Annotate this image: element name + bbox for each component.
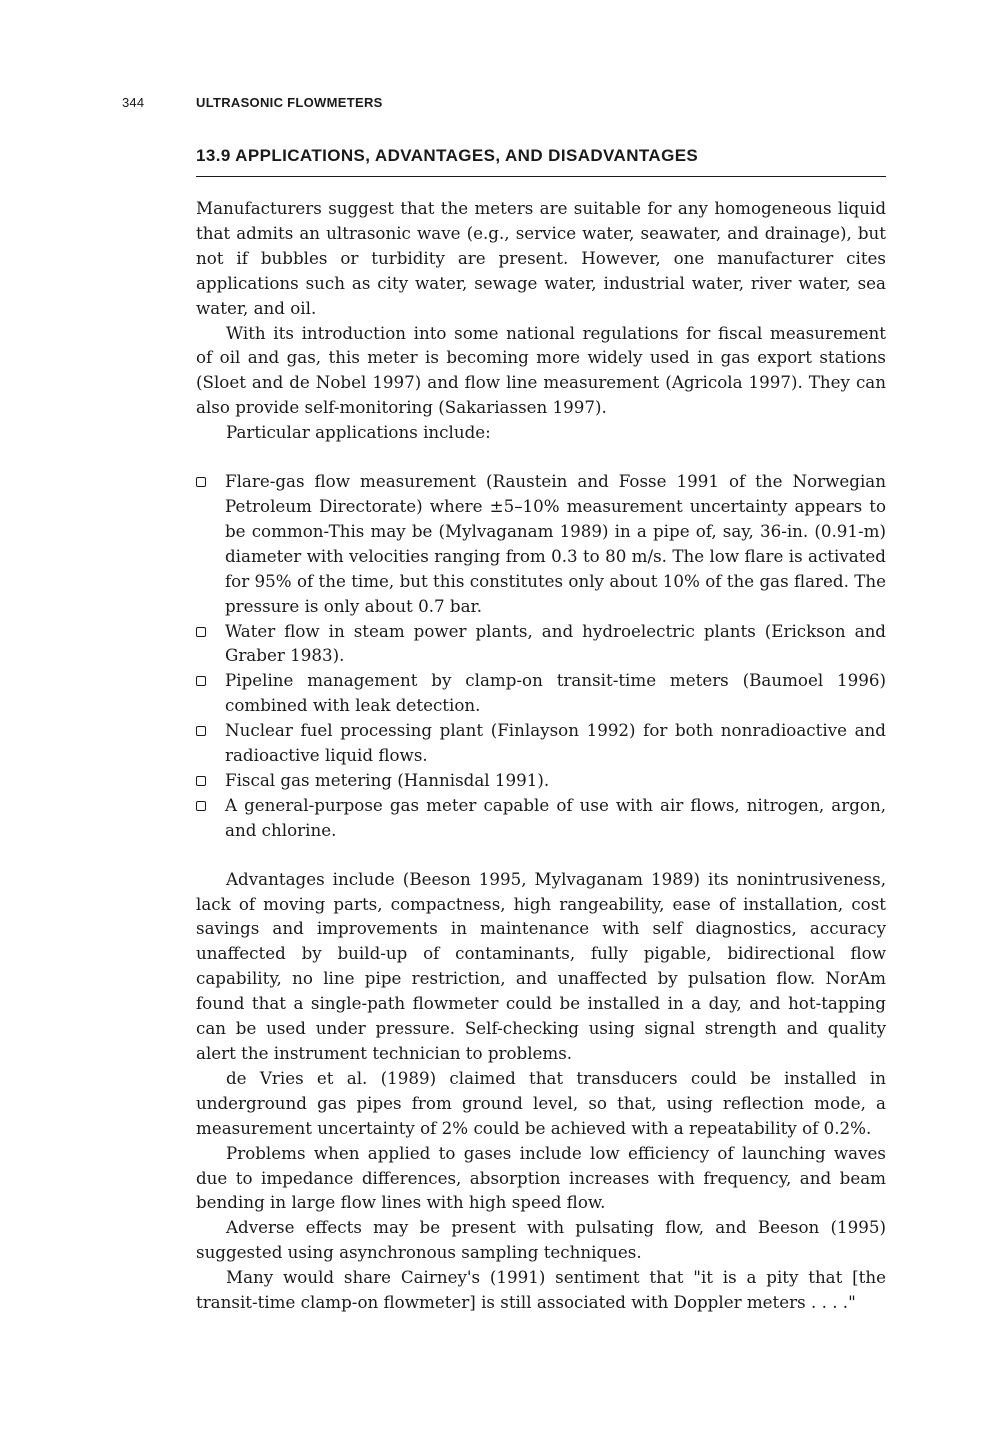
checkbox-bullet-icon [196,676,206,686]
list-item-text: A general-purpose gas meter capable of use with air flows, nitrogen, argon, and chlorine. [225,794,886,840]
list-item [196,668,886,718]
list-item [196,793,886,843]
paragraph: Advantages include (Beeson 1995, Mylvaganam 1989) its nonintrusiveness, lack of moving parts, compactness, high rangeability, ease of installation, cost savings and improvements in maintenance with self diagnostics, accuracy unaffected by build-up of contaminants, fully pigable, bidirectional flow capability, no line pipe restriction, and unaffected by pulsation flow. NorAm found that a single-path flowmeter could be installed in a day, and hot-tapping can be used under pressure. Self-checking using signal strength and quality alert the instrument technician to problems. [196,868,886,1063]
list-item-text: Flare-gas flow measurement (Raustein and Fosse 1991 of the Norwegian Petroleum Directorate) where ±5–10% measurement uncertainty appears to be common-This may be (Mylvaganam 1989) in a pipe of, say, 36-in. (0.91-m) diameter with velocities ranging from 0.3 to 80 m/s. The low flare is activated for 95% of the time, but this constitutes only about 10% of the gas flared. The pressure is only about 0.7 bar. [225,471,886,616]
applications-list [196,469,886,843]
paragraph: Particular applications include: [226,422,491,443]
checkbox-bullet-icon [196,801,206,811]
paragraph: With its introduction into some national regulations for fiscal measurement of oil and gas, this meter is becoming more widely used in gas export stations (Sloet and de Nobel 1997) and flow line measurement (Agricola 1997). They can also provide self-monitoring (Sakariassen 1997). [196,322,886,418]
checkbox-bullet-icon [196,627,206,637]
paragraph: Adverse effects may be present with pulsating flow, and Beeson (1995) suggested using asynchronous sampling techniques. [196,1217,886,1263]
paragraph: de Vries et al. (1989) claimed that transducers could be installed in underground gas pipes from ground level, so that, using reflection mode, a measurement uncertainty of 2% could be achieved with a repeatability of 0.2%. [196,1067,886,1138]
page-number: 344 [122,95,145,110]
list-item [196,619,886,669]
list-item [196,469,886,618]
list-item-text: Water flow in steam power plants, and hydroelectric plants (Erickson and Graber 1983). [225,620,886,666]
checkbox-bullet-icon [196,776,206,786]
paragraph: Problems when applied to gases include low efficiency of launching waves due to impedance differences, absorption increases with frequency, and beam bending in large flow lines with high speed flow. [196,1142,886,1213]
list-item-text: Pipeline management by clamp-on transit-time meters (Baumoel 1996) combined with leak detection. [225,670,886,716]
running-head: ULTRASONIC FLOWMETERS [196,95,383,110]
list-item [196,768,886,793]
list-item [196,718,886,768]
list-item-text: Fiscal gas metering (Hannisdal 1991). [225,769,550,790]
body-text [196,196,886,1315]
checkbox-bullet-icon [196,726,206,736]
list-item-text: Nuclear fuel processing plant (Finlayson 1992) for both nonradioactive and radioactive liquid flows. [225,720,886,766]
paragraph: Manufacturers suggest that the meters are suitable for any homogeneous liquid that admits an ultrasonic wave (e.g., service water, seawater, and drainage), but not if bubbles or turbidity are present. However, one manufacturer cites applications such as city water, sewage water, industrial water, river water, sea water, and oil. [196,198,886,318]
section-rule [196,176,886,177]
section-heading: 13.9 APPLICATIONS, ADVANTAGES, AND DISADVANTAGES [196,146,699,165]
checkbox-bullet-icon [196,477,206,487]
paragraph: Many would share Cairney's (1991) sentiment that "it is a pity that [the transit-time clamp-on flowmeter] is still associated with Doppler meters . . . ." [196,1267,886,1313]
